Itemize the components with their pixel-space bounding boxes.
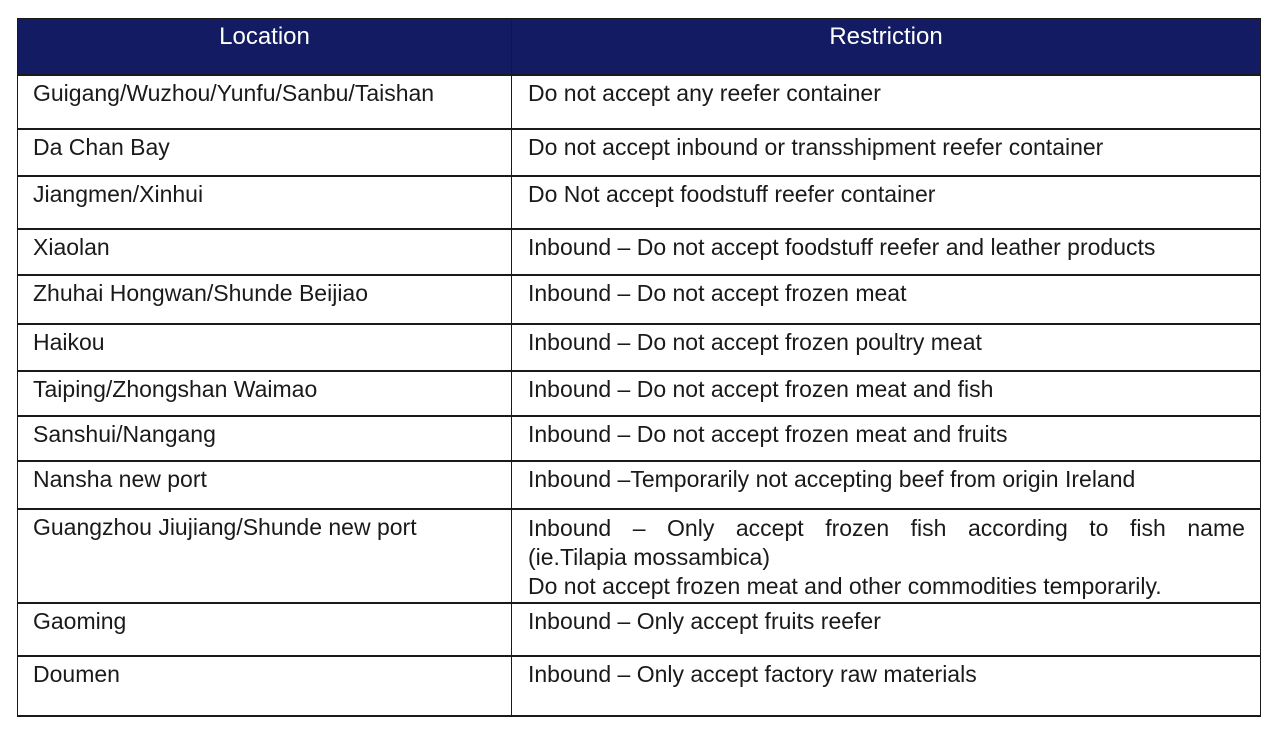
location-cell: Doumen xyxy=(18,656,512,716)
restriction-cell: Do Not accept foodstuff reefer container xyxy=(512,176,1261,229)
restriction-cell: Inbound – Do not accept frozen meat and fruits xyxy=(512,416,1261,461)
restriction-line: Inbound – Only accept frozen fish according to fish name xyxy=(528,514,1245,541)
location-cell: Nansha new port xyxy=(18,461,512,509)
restrictions-table xyxy=(17,18,1261,717)
table-row xyxy=(18,275,1261,324)
restriction-cell: Inbound –Temporarily not accepting beef from origin Ireland xyxy=(512,461,1261,509)
location-cell: Taiping/Zhongshan Waimao xyxy=(18,371,512,416)
location-cell: Haikou xyxy=(18,324,512,371)
restriction-line: Do not accept frozen meat and other commodities temporarily. xyxy=(528,572,1162,599)
table-row xyxy=(18,229,1261,275)
location-header: Location xyxy=(18,19,512,75)
table-row xyxy=(18,416,1261,461)
table-row xyxy=(18,176,1261,229)
restriction-cell: Do not accept inbound or transshipment reefer container xyxy=(512,129,1261,176)
location-cell: Zhuhai Hongwan/Shunde Beijiao xyxy=(18,275,512,324)
table-row xyxy=(18,509,1261,603)
restriction-header: Restriction xyxy=(512,19,1261,75)
location-cell: Jiangmen/Xinhui xyxy=(18,176,512,229)
table-row xyxy=(18,75,1261,129)
restriction-cell: Inbound – Do not accept foodstuff reefer and leather products xyxy=(512,229,1261,275)
table-row xyxy=(18,656,1261,716)
table-row xyxy=(18,603,1261,656)
location-cell: Da Chan Bay xyxy=(18,129,512,176)
restriction-cell: Inbound – Only accept factory raw materials xyxy=(512,656,1261,716)
restriction-cell: Inbound – Do not accept frozen poultry meat xyxy=(512,324,1261,371)
restriction-cell: Do not accept any reefer container xyxy=(512,75,1261,129)
restriction-line: (ie.Tilapia mossambica) xyxy=(528,543,770,570)
table-row xyxy=(18,129,1261,176)
table-row xyxy=(18,461,1261,509)
restriction-cell: Inbound – Only accept fruits reefer xyxy=(512,603,1261,656)
table-row xyxy=(18,324,1261,371)
location-cell: Xiaolan xyxy=(18,229,512,275)
table-row xyxy=(18,371,1261,416)
restriction-cell: Inbound – Do not accept frozen meat and fish xyxy=(512,371,1261,416)
location-cell: Guangzhou Jiujiang/Shunde new port xyxy=(18,509,512,603)
restriction-cell xyxy=(512,509,1261,603)
location-cell: Guigang/Wuzhou/Yunfu/Sanbu/Taishan xyxy=(18,75,512,129)
location-cell: Sanshui/Nangang xyxy=(18,416,512,461)
restriction-cell: Inbound – Do not accept frozen meat xyxy=(512,275,1261,324)
header-row xyxy=(18,19,1261,75)
location-cell: Gaoming xyxy=(18,603,512,656)
